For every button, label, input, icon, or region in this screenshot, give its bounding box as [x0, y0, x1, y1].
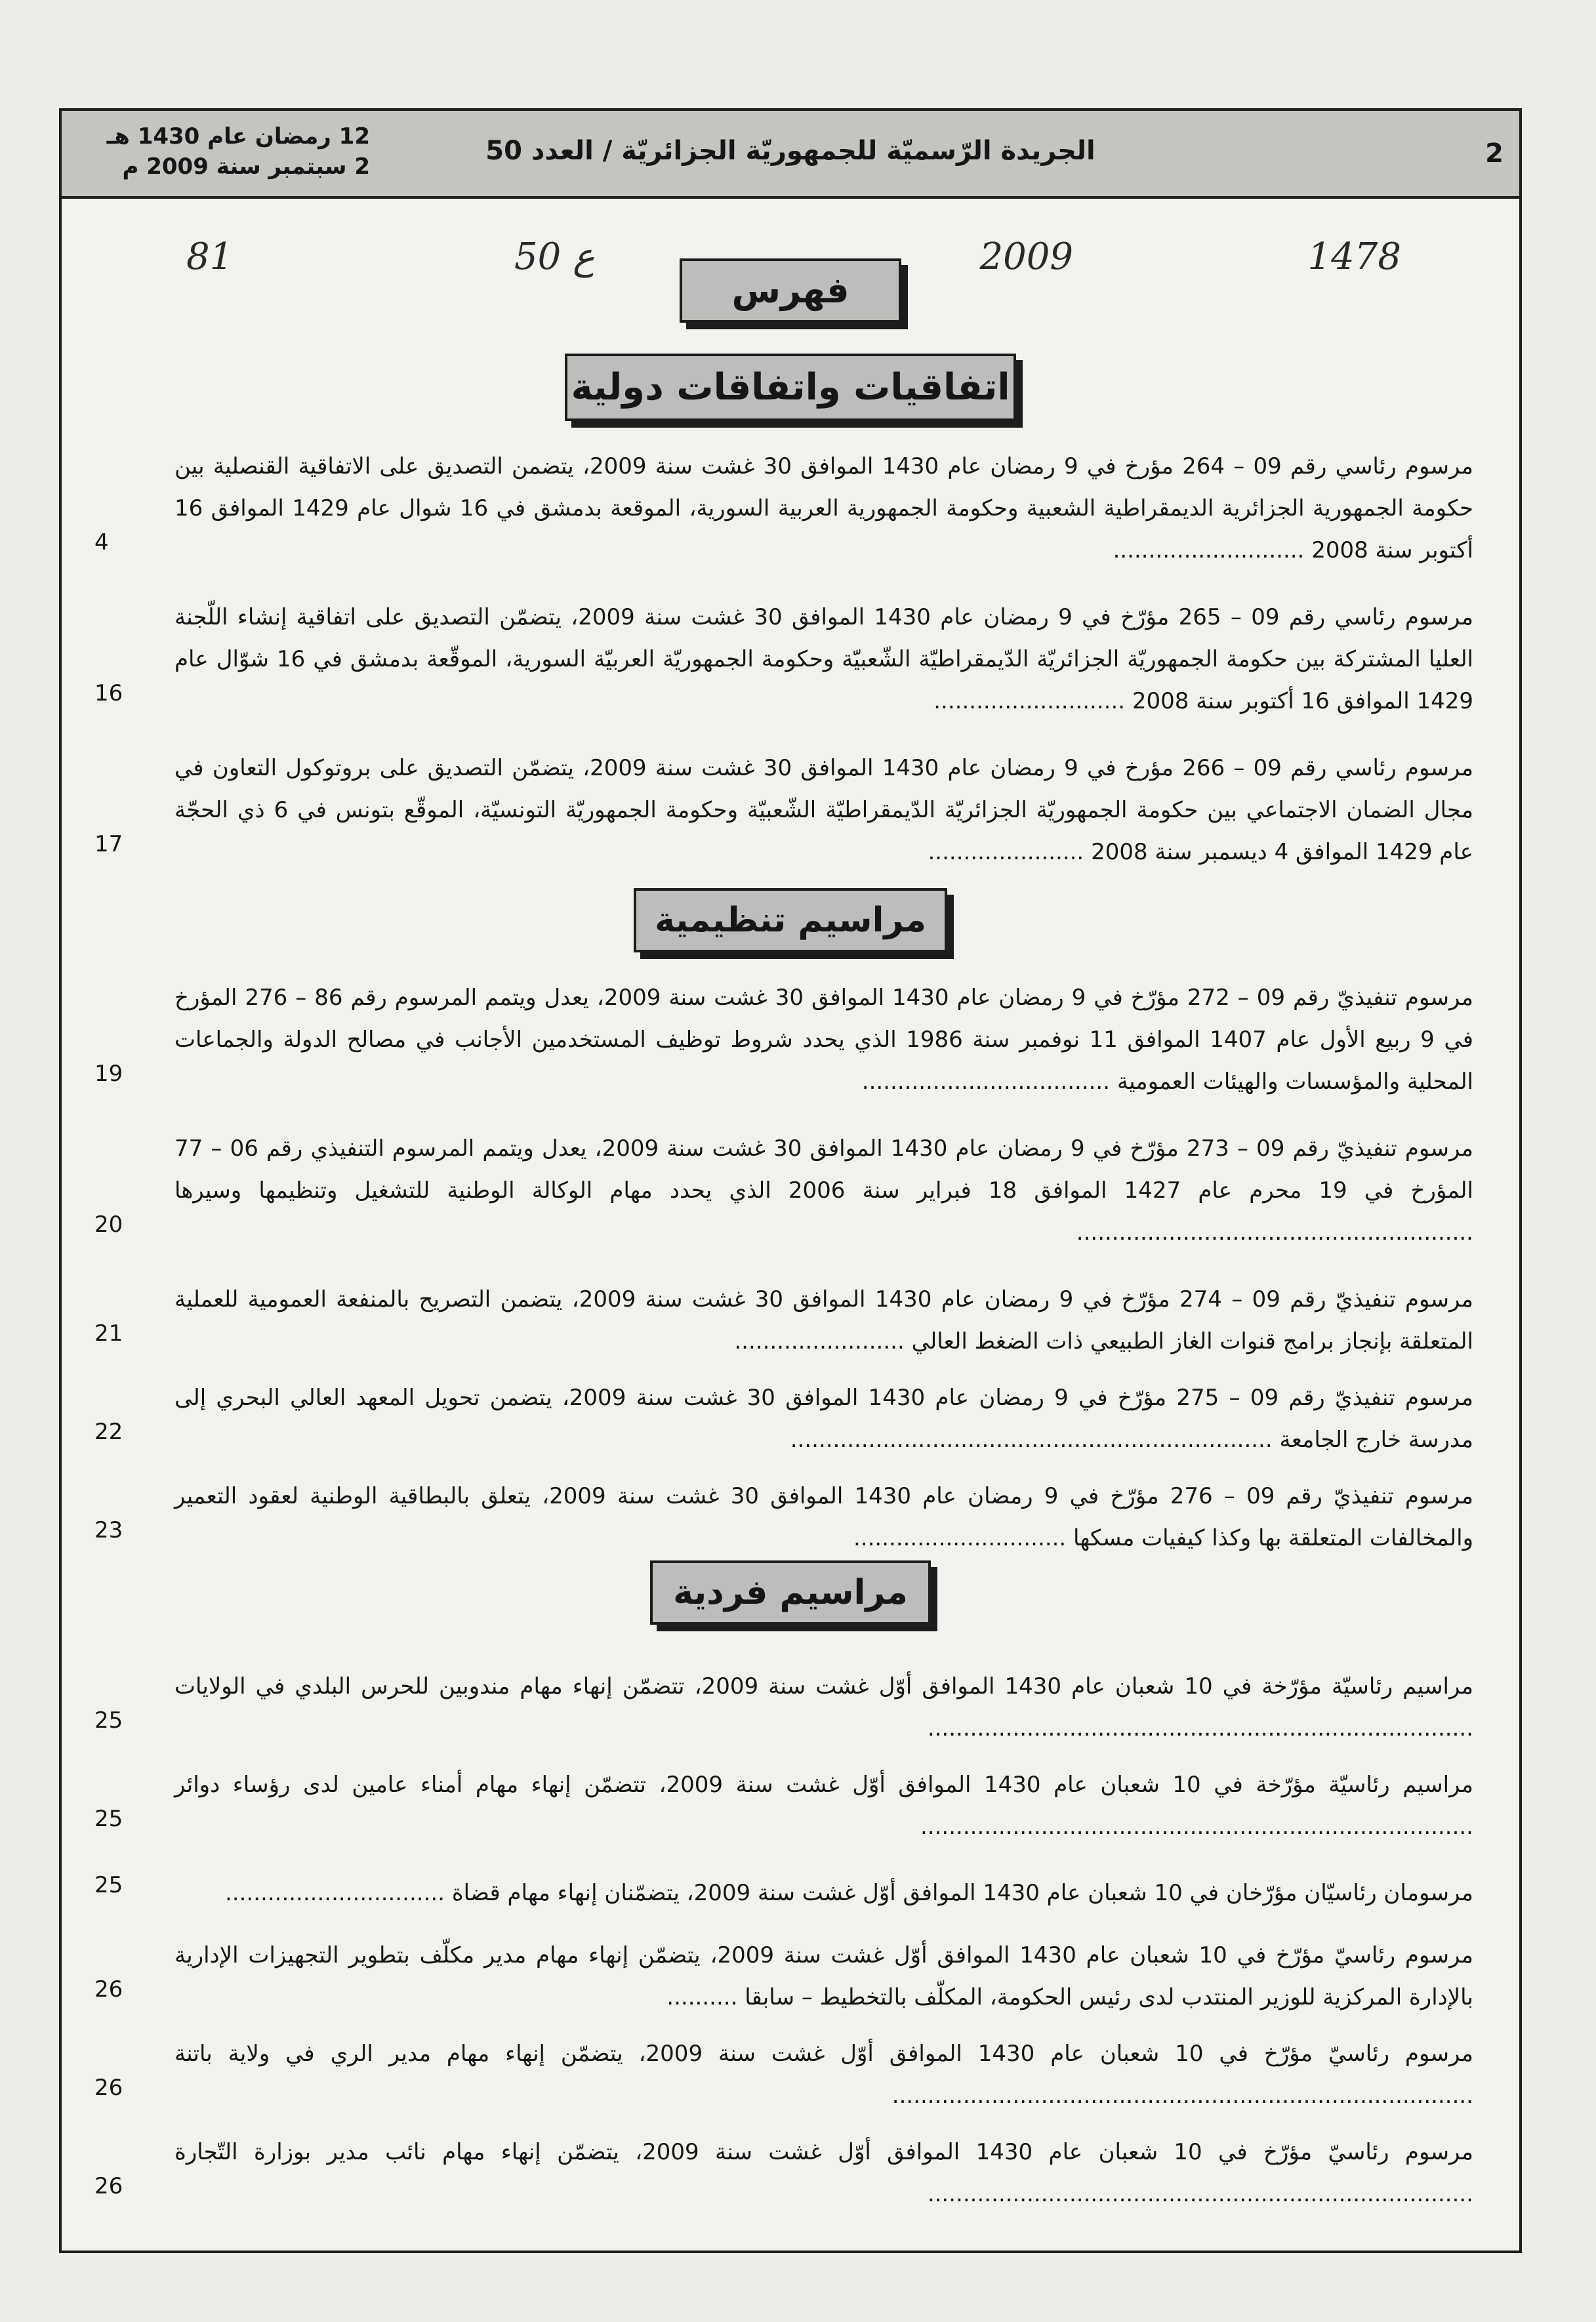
toc-entry[interactable]: مرسوم تنفيذيّ رقم 09 – 273 مؤرّخ في 9 رمضان عام 1430 الموافق 30 غشت سنة 2009، يعدل ويتمم المرسوم التنفيذي رقم 06 – 77 المؤرخ في 19 محرم عام 1427 الموافق 18 فبراير سنة 2006 الذي يحدد مهام الوكالة الوطنية للتشغيل وتنظيمها وسيرها ........................................................ — [174, 1135, 1473, 1246]
toc-entry[interactable]: مرسوم تنفيذيّ رقم 09 – 272 مؤرّخ في 9 رمضان عام 1430 الموافق 30 غشت سنة 2009، يعدل ويتمم المرسوم رقم 86 – 276 المؤرخ في 9 ربيع الأول عام 1407 الموافق 11 نوفمبر سنة 1986 الذي يحدد شروط توظيف المستخدمين الأجانب في مصالح الدولة والجماعات المحلية والمؤسسات والهيئات العمومية ................................... — [174, 985, 1474, 1095]
toc-title: فهرس — [680, 258, 901, 323]
page-header — [62, 111, 1519, 199]
toc-entry[interactable]: مرسوم رئاسيّ مؤرّخ في 10 شعبان عام 1430 الموافق أوّل غشت سنة 2009، يتضمّن إنهاء مهام مدير الري في ولاية باتنة .................................................................................. — [174, 2041, 1473, 2109]
toc-entry[interactable]: مرسوم تنفيذيّ رقم 09 – 276 مؤرّخ في 9 رمضان عام 1430 الموافق 30 غشت سنة 2009، يتعلق بالبطاقية الوطنية لعقود التعمير والمخالفات المتعلقة بها وكذا كيفيات مسكها .............................. — [174, 1483, 1473, 1551]
toc-entry[interactable]: مرسوم رئاسي رقم 09 – 265 مؤرّخ في 9 رمضان عام 1430 الموافق 30 غشت سنة 2009، يتضمّن التصديق على اتفاقية إنشاء اللّجنة العليا المشتركة بين حكومة الجمهوريّة الجزائريّة الدّيمقراطيّة الشّعبيّة وحكومة الجمهوريّة العربيّة السورية، الموقّعة بدمشق في 16 شوّال عام 1429 الموافق 16 أكتوبر سنة 2008 ........................... — [174, 604, 1474, 714]
gazette-title: الجريدة الرّسميّة للجمهوريّة الجزائريّة / العدد 50 — [485, 136, 1095, 166]
toc-page-ref: 23 — [94, 1517, 123, 1543]
section-title-regulatory: مراسيم تنظيمية — [634, 888, 947, 952]
handwritten-note: 1478 — [1307, 235, 1401, 278]
toc-entry[interactable]: مرسوم رئاسيّ مؤرّخ في 10 شعبان عام 1430 الموافق أوّل غشت سنة 2009، يتضمّن إنهاء مهام مدير مكلّف بتطوير التجهيزات الإدارية بالإدارة المركزية للوزير المنتدب لدى رئيس الحكومة، المكلّف بالتخطيط – سابقا .......... — [174, 1942, 1474, 2010]
toc-entry[interactable]: مرسوم رئاسيّ مؤرّخ في 10 شعبان عام 1430 الموافق أوّل غشت سنة 2009، يتضمّن إنهاء مهام نائب مدير بوزارة التّجارة ............................................................................. — [174, 2139, 1474, 2207]
toc-entry[interactable]: مرسوم رئاسي رقم 09 – 264 مؤرخ في 9 رمضان عام 1430 الموافق 30 غشت سنة 2009، يتضمن التصديق على الاتفاقية القنصلية بين حكومة الجمهورية الجزائرية الديمقراطية الشعبية وحكومة الجمهورية العربية السورية، الموقعة بدمشق في 16 شوال عام 1429 الموافق 16 أكتوبر سنة 2008 ........................... — [174, 453, 1473, 563]
page-number: 2 — [1485, 138, 1504, 169]
toc-page-ref: 16 — [94, 680, 123, 706]
issue-date — [81, 121, 370, 182]
toc-entry[interactable]: مرسوم تنفيذيّ رقم 09 – 275 مؤرّخ في 9 رمضان عام 1430 الموافق 30 غشت سنة 2009، يتضمن تحويل المعهد العالي البحري إلى مدرسة خارج الجامعة .................................................................... — [174, 1385, 1473, 1453]
handwritten-note: 2009 — [979, 235, 1073, 278]
toc-entry[interactable]: مراسيم رئاسيّة مؤرّخة في 10 شعبان عام 1430 الموافق أوّل غشت سنة 2009، تتضمّن إنهاء مهام أمناء عامين لدى رؤساء دوائر .............................................................................. — [174, 1772, 1473, 1840]
gazette-page — [59, 108, 1522, 2253]
toc-page-ref: 20 — [94, 1212, 123, 1238]
toc-page-ref: 25 — [94, 1707, 123, 1734]
date-gregorian: 2 سبتمبر سنة 2009 م — [122, 153, 370, 180]
toc-page-ref: 17 — [94, 831, 123, 857]
handwritten-note: 81 — [186, 235, 234, 278]
toc-page-ref: 22 — [94, 1419, 123, 1445]
toc-entry[interactable]: مرسومان رئاسيّان مؤرّخان في 10 شعبان عام 1430 الموافق أوّل غشت سنة 2009، يتضمّنان إنهاء مهام قضاة ............................... — [224, 1880, 1473, 1906]
toc-entry[interactable]: مراسيم رئاسيّة مؤرّخة في 10 شعبان عام 1430 الموافق أوّل غشت سنة 2009، تتضمّن إنهاء مهام مندوبين للحرس البلدي في الولايات ............................................................................. — [174, 1673, 1473, 1742]
toc-entry[interactable]: مرسوم تنفيذيّ رقم 09 – 274 مؤرّخ في 9 رمضان عام 1430 الموافق 30 غشت سنة 2009، يتضمن التصريح بالمنفعة العمومية للعملية المتعلقة بإنجاز برامج قنوات الغاز الطبيعي ذات الضغط العالي ........................ — [174, 1286, 1473, 1354]
toc-page-ref: 26 — [94, 2075, 123, 2101]
date-hijri: 12 رمضان عام 1430 هـ — [106, 123, 370, 150]
toc-page-ref: 26 — [94, 2173, 123, 2199]
handwritten-note: 50 ع — [514, 235, 595, 278]
toc-entry[interactable]: مرسوم رئاسي رقم 09 – 266 مؤرخ في 9 رمضان عام 1430 الموافق 30 غشت سنة 2009، يتضمّن التصديق على بروتوكول التعاون في مجال الضمان الاجتماعي بين حكومة الجمهوريّة الجزائريّة الدّيمقراطيّة الشّعبيّة وحكومة الجمهوريّة التونسيّة، الموقّع بتونس في 6 ذي الحجّة عام 1429 الموافق 4 ديسمبر سنة 2008 ...................... — [174, 755, 1473, 865]
toc-page-ref: 19 — [94, 1061, 123, 1087]
toc-page-ref: 21 — [94, 1320, 123, 1347]
toc-page-ref: 25 — [94, 1806, 123, 1832]
section-title-individual: مراسيم فردية — [650, 1560, 931, 1625]
toc-page-ref: 25 — [94, 1872, 123, 1898]
section-title-international: اتفاقيات واتفاقات دولية — [565, 354, 1016, 421]
toc-page-ref: 4 — [94, 529, 109, 556]
toc-page-ref: 26 — [94, 1976, 123, 2003]
